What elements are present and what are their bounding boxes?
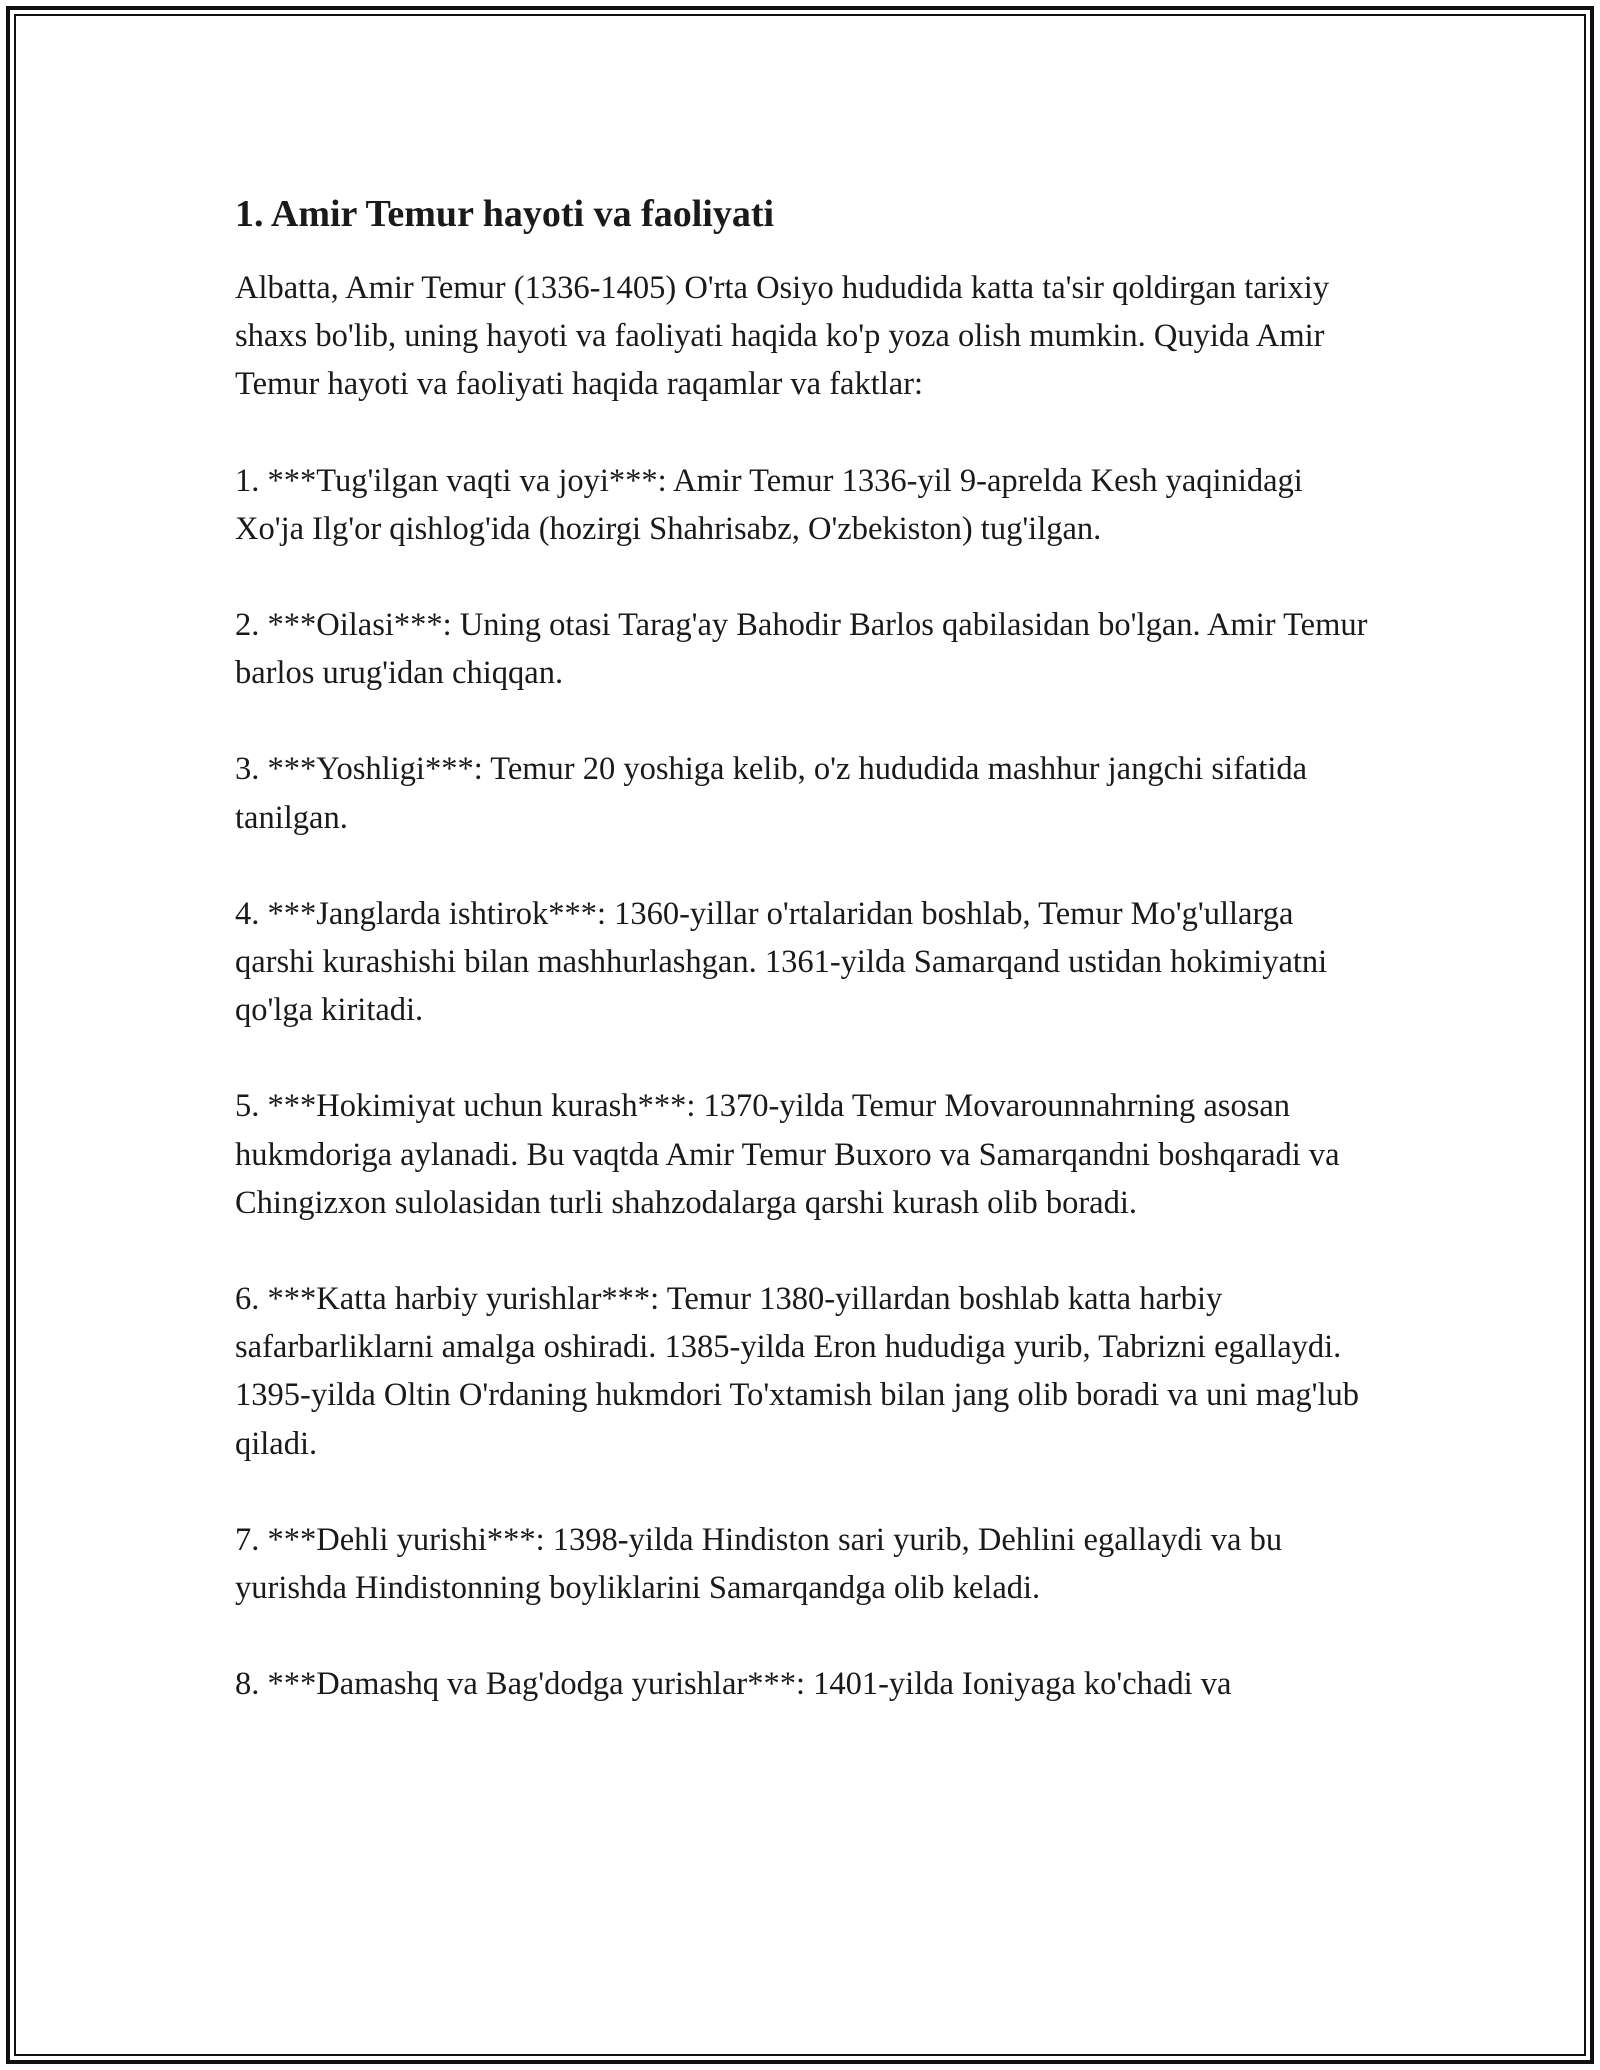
intro-paragraph: Albatta, Amir Temur (1336-1405) O'rta Osiyo hududida katta ta'sir qoldirgan tarixiy shaxs bo'lib, uning hayoti va faoliyati haqida ko'p yoza olish mumkin. Quyida Amir Temur hayoti va faoliyati haqida raqamlar va faktlar: (235, 270, 1330, 403)
document-body (235, 186, 1375, 1708)
list-item-battles: 4. ***Janglarda ishtirok***: 1360-yillar o'rtalaridan boshlab, Temur Mo'g'ullarga qarshi kurashishi bilan mashhurlashgan. 1361-yilda Samarqand ustidan hokimiyatni qo'lga kiritadi. (235, 895, 1328, 1029)
list-item-birth: 1. ***Tug'ilgan vaqti va joyi***: Amir Temur 1336-yil 9-aprelda Kesh yaqinidagi Xo'ja Ilg'or qishlog'ida (hozirgi Shahrisabz, O'zbekiston) tug'ilgan. (235, 462, 1303, 547)
list-item-family: 2. ***Oilasi***: Uning otasi Tarag'ay Bahodir Barlos qabilasidan bo'lgan. Amir Temur barlos urug'idan chiqqan. (235, 607, 1368, 692)
list-item-youth: 3. ***Yoshligi***: Temur 20 yoshiga kelib, o'z hududida mashhur jangchi sifatida tanilgan. (235, 751, 1308, 836)
list-item-delhi-campaign: 7. ***Dehli yurishi***: 1398-yilda Hindiston sari yurib, Dehlini egallaydi va bu yurishda Hindistonning boyliklarini Samarqandga olib keladi. (235, 1521, 1283, 1607)
list-item-military-campaigns: 6. ***Katta harbiy yurishlar***: Temur 1380-yillardan boshlab katta harbiy safarbarliklarni amalga oshiradi. 1385-yilda Eron hududiga yurib, Tabrizni egallaydi. 1395-yilda Oltin O'rdaning hukmdori To'xtamish bilan jang olib boradi va uni mag'lub qiladi. (235, 1281, 1360, 1462)
list-item-power-struggle: 5. ***Hokimiyat uchun kurash***: 1370-yilda Temur Movarounnahrning asosan hukmdoriga aylanadi. Bu vaqtda Amir Temur Buxoro va Samarqandni boshqaradi va Chingizxon sulolasidan turli shahzodalarga qarshi kurash olib boradi. (235, 1088, 1340, 1221)
document-title: 1. Amir Temur hayoti va faoliyati (235, 193, 775, 235)
list-item-damascus-baghdad: 8. ***Damashq va Bag'dodga yurishlar***: 1401-yilda Ioniyaga ko'chadi va (235, 1666, 1232, 1703)
